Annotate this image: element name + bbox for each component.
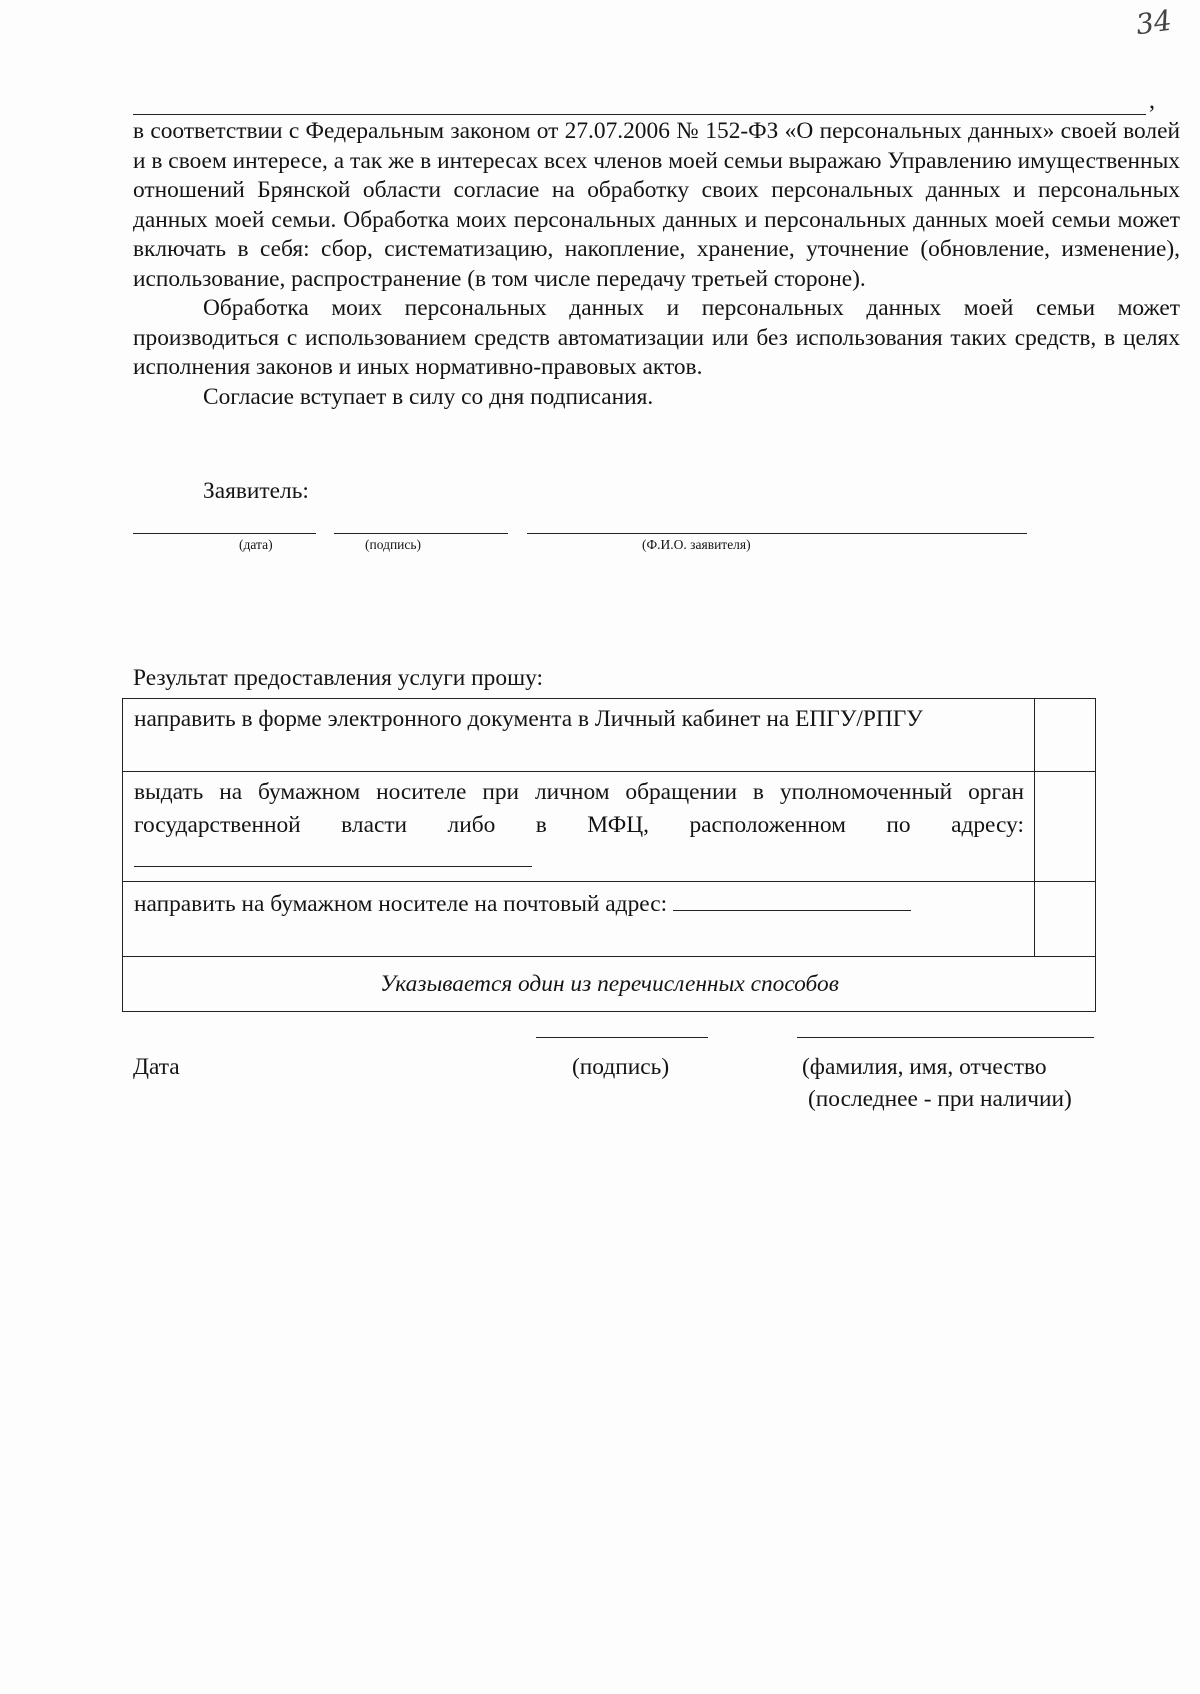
- footer-fio-caption-line2: (последнее - при наличии): [808, 1086, 1072, 1112]
- applicant-fio-caption: (Ф.И.О. заявителя): [642, 537, 751, 552]
- footer-signature-caption: (подпись): [572, 1054, 670, 1080]
- footer-fio-caption-line1: (фамилия, имя, отчество: [802, 1054, 1047, 1080]
- mfc-address-blank[interactable]: [134, 842, 532, 867]
- option-mfc-label: выдать на бумажном носителе при личном обращении в уполномоченный орган государственной власти либо в МФЦ, расположенном по адресу:: [134, 779, 1024, 838]
- post-address-blank[interactable]: [673, 886, 911, 911]
- option-mfc-text: [123, 772, 1035, 882]
- option-epgu-checkbox[interactable]: [1035, 699, 1096, 772]
- handwritten-page-number: 34: [1133, 3, 1174, 42]
- result-option-row-epgu: [123, 699, 1096, 772]
- option-epgu-text: [123, 699, 1035, 772]
- option-mfc-checkbox[interactable]: [1035, 772, 1096, 882]
- option-post-text: [123, 882, 1035, 957]
- footer-date-label: Дата: [133, 1054, 180, 1080]
- top-name-blank-line: [133, 114, 1146, 115]
- applicant-label: Заявитель:: [203, 478, 309, 504]
- footer-signature-line: [536, 1037, 708, 1038]
- applicant-signature-line: [334, 533, 508, 534]
- consent-paragraph-1: в соответствии с Федеральным законом от 27.07.2006 № 152-ФЗ «О персональных данных» своей волей и в своем интересе, а так же в интересах всех членов моей семьи выражаю Управлению имущественных отношений Брянской области согласие на обработку своих персональных данных и персональных данных моей семьи. Обработка моих персональных данных и персональных данных моей семьи может включать в себя: сбор, систематизацию, накопление, хранение, уточнение (обновление, изменение), использование, распространение (в том числе передачу третьей стороне).: [133, 118, 1180, 292]
- option-post-checkbox[interactable]: [1035, 882, 1096, 957]
- applicant-fio-line: [527, 533, 1027, 534]
- top-line-comma: ,: [1149, 88, 1155, 114]
- result-option-row-post: [123, 882, 1096, 957]
- result-note-row: [123, 957, 1096, 1012]
- applicant-date-caption: (дата): [239, 537, 273, 552]
- result-option-row-mfc: [123, 772, 1096, 882]
- applicant-date-line: [133, 533, 316, 534]
- consent-paragraph-2: Обработка моих персональных данных и персональных данных моей семьи может производиться с использованием средств автоматизации или без использования таких средств, в целях исполнения законов и иных нормативно-правовых актов.: [133, 295, 1180, 380]
- result-section-title: Результат предоставления услуги прошу:: [133, 665, 543, 691]
- footer-fio-line: [797, 1037, 1094, 1038]
- result-note: Указывается один из перечисленных способов: [123, 957, 1096, 1012]
- consent-text: [133, 117, 1180, 412]
- option-post-label: направить на бумажном носителе на почтовый адрес:: [134, 891, 668, 917]
- consent-paragraph-3: Согласие вступает в силу со дня подписания.: [203, 383, 654, 410]
- option-epgu-label: направить в форме электронного документа в Личный кабинет на ЕПГУ/РПГУ: [134, 706, 923, 732]
- applicant-signature-caption: (подпись): [365, 537, 422, 552]
- result-method-table: [122, 698, 1096, 1012]
